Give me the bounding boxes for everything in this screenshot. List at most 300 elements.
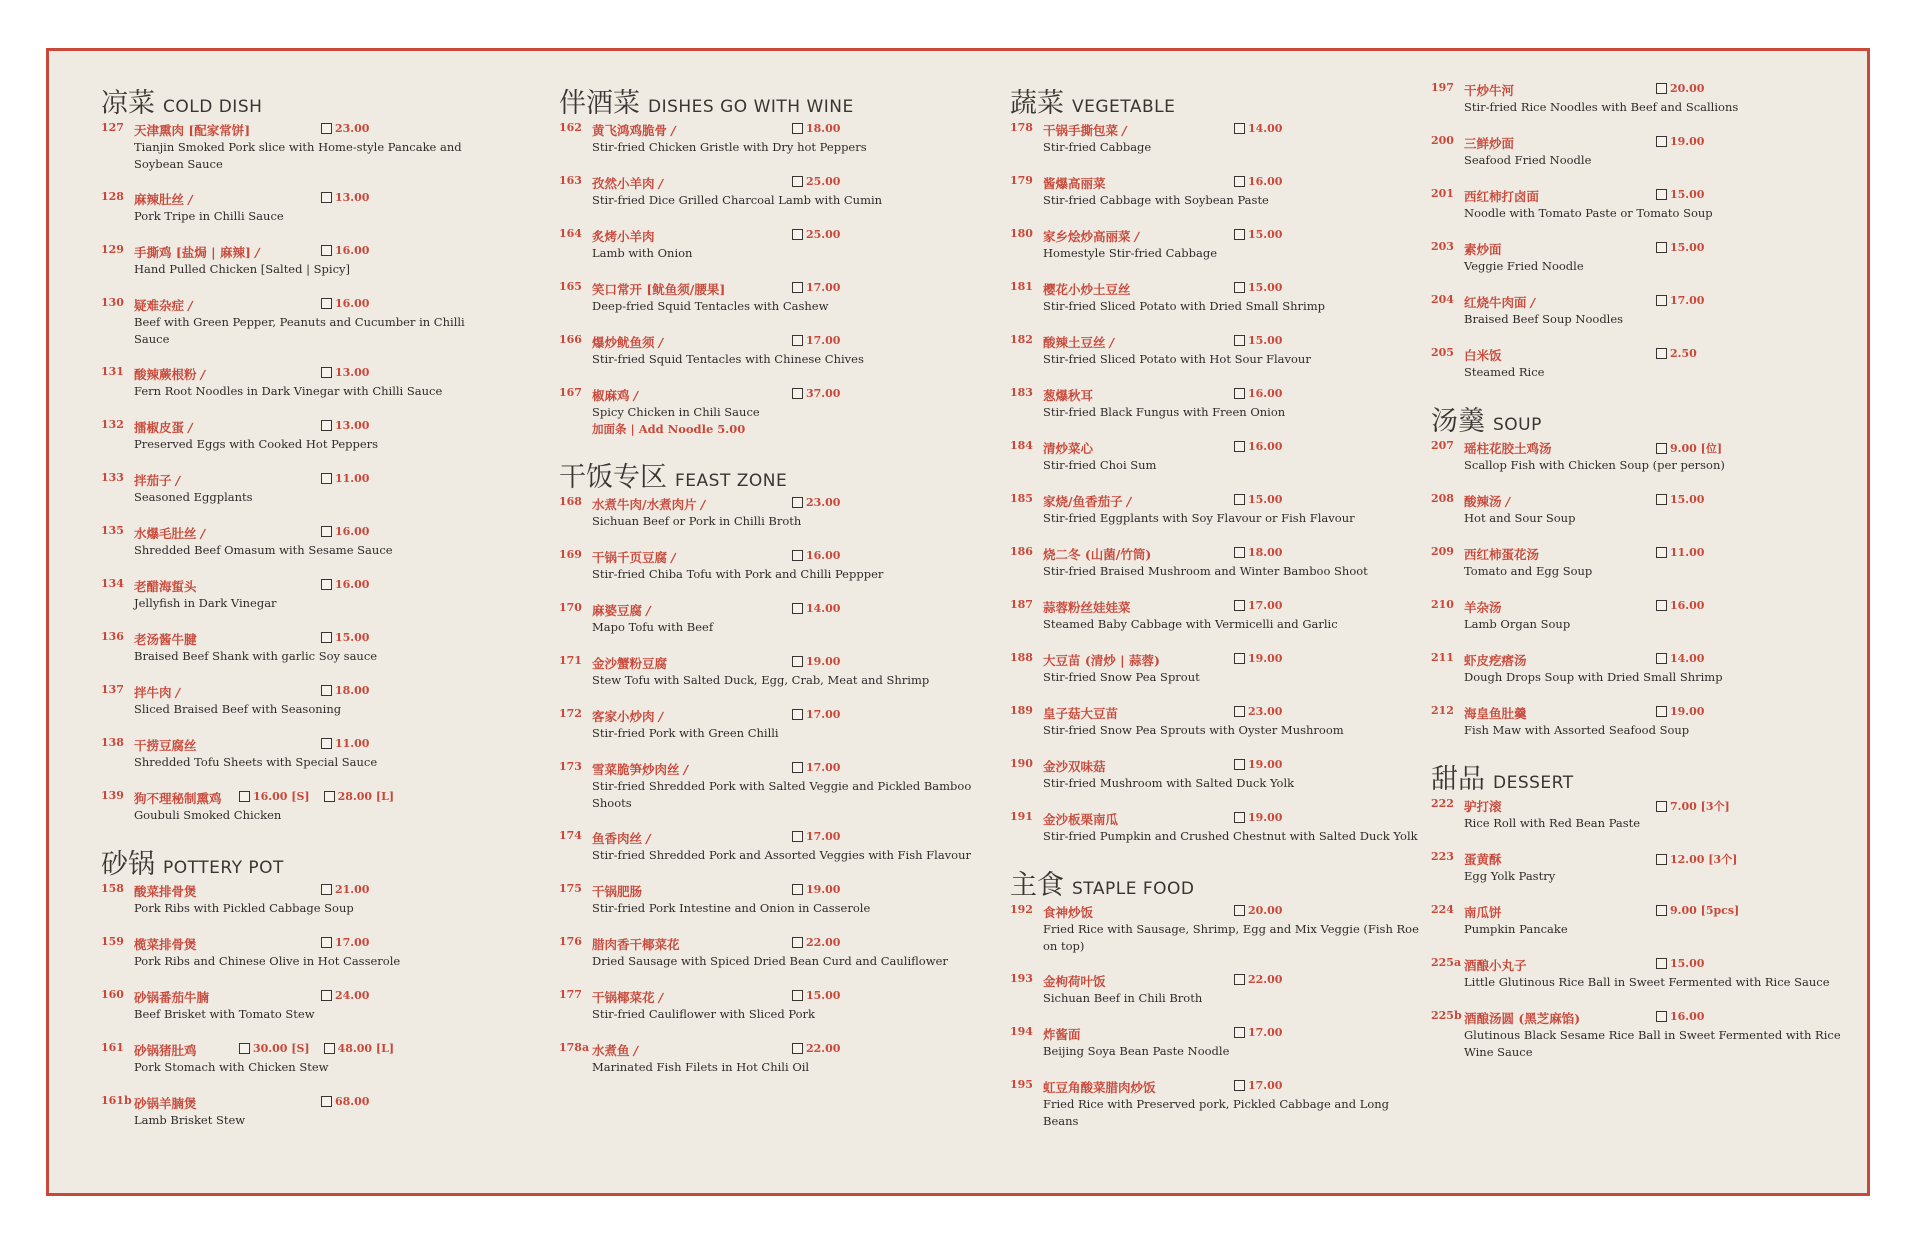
- menu-item-170[interactable]: [559, 601, 979, 637]
- item-prices: [792, 936, 840, 949]
- menu-item-224[interactable]: [1431, 903, 1851, 939]
- menu-item-174[interactable]: [559, 829, 979, 865]
- checkbox-icon[interactable]: [792, 388, 803, 399]
- price-option[interactable]: [1656, 546, 1704, 559]
- checkbox-icon[interactable]: [321, 632, 332, 643]
- item-number: 225a: [1431, 956, 1462, 969]
- checkbox-icon[interactable]: [321, 420, 332, 431]
- checkbox-icon[interactable]: [1656, 706, 1667, 717]
- item-number: 188: [1010, 651, 1033, 664]
- menu-item-195[interactable]: [1010, 1078, 1420, 1130]
- menu-item-171[interactable]: [559, 654, 979, 690]
- item-name-zh-text: 葱爆秋耳: [1043, 388, 1094, 403]
- menu-item-138[interactable]: [101, 736, 501, 772]
- menu-item-136[interactable]: [101, 630, 501, 666]
- checkbox-icon[interactable]: [324, 1043, 335, 1054]
- item-number: 166: [559, 333, 582, 346]
- item-name-zh-text: 虹豆角酸菜腊肉炒饭: [1043, 1080, 1156, 1095]
- menu-section: [1431, 399, 1851, 740]
- price-option[interactable]: [792, 883, 840, 896]
- section-header: [559, 81, 979, 117]
- menu-item-223[interactable]: [1431, 850, 1851, 886]
- checkbox-icon[interactable]: [1234, 600, 1245, 611]
- price-option[interactable]: [321, 419, 369, 432]
- checkbox-icon[interactable]: [1656, 958, 1667, 969]
- checkbox-icon[interactable]: [1234, 759, 1245, 770]
- menu-item-158[interactable]: [101, 882, 501, 918]
- checkbox-icon[interactable]: [321, 473, 332, 484]
- menu-item-183[interactable]: [1010, 386, 1420, 422]
- price-option[interactable]: [1234, 1026, 1282, 1039]
- price-option[interactable]: [792, 122, 840, 135]
- menu-item-164[interactable]: [559, 227, 979, 263]
- price-value: 16.00: [806, 549, 841, 562]
- checkbox-icon[interactable]: [321, 192, 332, 203]
- checkbox-icon[interactable]: [321, 245, 332, 256]
- checkbox-icon[interactable]: [321, 884, 332, 895]
- price-value: 11.00: [1670, 546, 1705, 559]
- price-option[interactable]: [1656, 294, 1704, 307]
- chili-icon: ∕: [671, 550, 676, 565]
- menu-column-1: [101, 81, 501, 1147]
- menu-item-166[interactable]: [559, 333, 979, 369]
- price-option[interactable]: [1234, 175, 1282, 188]
- menu-item-191[interactable]: [1010, 810, 1420, 846]
- checkbox-icon[interactable]: [1656, 653, 1667, 664]
- item-name-zh: [1043, 333, 1114, 351]
- menu-item-225b[interactable]: [1431, 1009, 1851, 1061]
- price-option[interactable]: [321, 525, 369, 538]
- menu-item-159[interactable]: [101, 935, 501, 971]
- menu-item-160[interactable]: [101, 988, 501, 1024]
- price-value: 21.00: [335, 883, 370, 896]
- menu-item-190[interactable]: [1010, 757, 1420, 793]
- menu-column-4: [1431, 81, 1851, 1078]
- checkbox-icon[interactable]: [792, 123, 803, 134]
- item-name-zh: [1464, 850, 1502, 868]
- checkbox-icon[interactable]: [1234, 229, 1245, 240]
- menu-item-133[interactable]: [101, 471, 501, 507]
- item-name-en: Braised Beef Soup Noodles: [1464, 312, 1624, 326]
- checkbox-icon[interactable]: [321, 990, 332, 1001]
- checkbox-icon[interactable]: [1234, 282, 1245, 293]
- price-option[interactable]: [792, 708, 840, 721]
- menu-item-193[interactable]: [1010, 972, 1420, 1008]
- price-option[interactable]: [1234, 599, 1282, 612]
- item-prices: [321, 737, 369, 750]
- menu-item-211[interactable]: [1431, 651, 1851, 687]
- menu-section: [559, 81, 979, 438]
- menu-item-162[interactable]: [559, 121, 979, 157]
- item-name-en: Noodle with Tomato Paste or Tomato Soup: [1464, 206, 1713, 220]
- checkbox-icon[interactable]: [792, 550, 803, 561]
- menu-item-203[interactable]: [1431, 240, 1851, 276]
- item-name-zh: [1043, 492, 1131, 510]
- menu-item-189[interactable]: [1010, 704, 1420, 740]
- item-name-zh-text: 酒酿小丸子: [1464, 958, 1527, 973]
- checkbox-icon[interactable]: [1234, 653, 1245, 664]
- price-option[interactable]: [1234, 758, 1282, 771]
- menu-section: [101, 81, 501, 825]
- menu-item-181[interactable]: [1010, 280, 1420, 316]
- checkbox-icon[interactable]: [321, 579, 332, 590]
- menu-item-188[interactable]: [1010, 651, 1420, 687]
- item-prices: [1656, 347, 1697, 360]
- checkbox-icon[interactable]: [1234, 335, 1245, 346]
- item-name-en: Marinated Fish Filets in Hot Chili Oil: [592, 1060, 810, 1074]
- price-option[interactable]: [321, 936, 369, 949]
- checkbox-icon[interactable]: [1234, 974, 1245, 985]
- item-prices: [1234, 493, 1282, 506]
- price-option[interactable]: [321, 989, 369, 1002]
- checkbox-icon[interactable]: [1234, 812, 1245, 823]
- item-name-zh: [1043, 174, 1106, 192]
- item-name-en: Tianjin Smoked Pork slice with Home-style Pancake and Soybean Sauce: [134, 140, 462, 171]
- menu-item-130[interactable]: [101, 296, 501, 348]
- checkbox-icon[interactable]: [321, 937, 332, 948]
- item-name-en: Stir-fried Shredded Pork with Salted Veggie and Pickled Bamboo Shoots: [592, 779, 972, 810]
- price-value: 14.00: [1248, 122, 1283, 135]
- price-value: 19.00: [806, 655, 841, 668]
- price-option[interactable]: [792, 602, 840, 615]
- checkbox-icon[interactable]: [1234, 494, 1245, 505]
- item-name-zh: [134, 789, 222, 807]
- item-name-zh: [134, 630, 197, 648]
- checkbox-icon[interactable]: [1656, 189, 1667, 200]
- price-option[interactable]: [1656, 1010, 1704, 1023]
- price-value: 16.00: [1248, 175, 1283, 188]
- price-option[interactable]: [1234, 228, 1282, 241]
- price-option[interactable]: [1234, 281, 1282, 294]
- price-option[interactable]: [324, 1042, 394, 1055]
- item-number: 175: [559, 882, 582, 895]
- menu-item-175[interactable]: [559, 882, 979, 918]
- price-option[interactable]: [792, 228, 840, 241]
- price-option[interactable]: [239, 790, 310, 803]
- checkbox-icon[interactable]: [321, 526, 332, 537]
- price-option[interactable]: [792, 936, 840, 949]
- menu-item-179[interactable]: [1010, 174, 1420, 210]
- menu-item-167[interactable]: [559, 386, 979, 438]
- price-option[interactable]: [321, 191, 369, 204]
- item-number: 135: [101, 524, 124, 537]
- price-value: 17.00: [806, 334, 841, 347]
- item-name-en: Stir-fried Shredded Pork and Assorted Veggies with Fish Flavour: [592, 848, 972, 862]
- menu-item-137[interactable]: [101, 683, 501, 719]
- item-number: 224: [1431, 903, 1454, 916]
- menu-item-128[interactable]: [101, 190, 501, 226]
- checkbox-icon[interactable]: [792, 990, 803, 1001]
- menu-item-163[interactable]: [559, 174, 979, 210]
- price-option[interactable]: [792, 334, 840, 347]
- checkbox-icon[interactable]: [792, 656, 803, 667]
- checkbox-icon[interactable]: [792, 603, 803, 614]
- item-name-zh-text: 椒麻鸡: [592, 388, 630, 403]
- menu-item-187[interactable]: [1010, 598, 1420, 634]
- checkbox-icon[interactable]: [792, 709, 803, 720]
- item-number: 189: [1010, 704, 1033, 717]
- checkbox-icon[interactable]: [239, 1043, 250, 1054]
- price-option[interactable]: [792, 387, 840, 400]
- item-prices: [321, 472, 369, 485]
- checkbox-icon[interactable]: [1656, 600, 1667, 611]
- menu-item-176[interactable]: [559, 935, 979, 971]
- price-option[interactable]: [1656, 599, 1704, 612]
- item-prices: [321, 578, 369, 591]
- item-name-en: Stir-fried Choi Sum: [1043, 458, 1157, 472]
- section-title-en: SOUP: [1493, 415, 1542, 435]
- menu-item-131[interactable]: [101, 365, 501, 401]
- menu-item-178a[interactable]: [559, 1041, 979, 1077]
- checkbox-icon[interactable]: [792, 762, 803, 773]
- menu-item-177[interactable]: [559, 988, 979, 1024]
- section-title-zh: 干饭专区: [559, 462, 667, 493]
- price-option[interactable]: [1656, 188, 1704, 201]
- price-option[interactable]: [1234, 973, 1282, 986]
- price-option[interactable]: [1234, 1079, 1282, 1092]
- menu-item-129[interactable]: [101, 243, 501, 279]
- price-option[interactable]: [792, 281, 840, 294]
- checkbox-icon[interactable]: [1656, 854, 1667, 865]
- item-name-zh: [1043, 280, 1131, 298]
- item-name-zh-text: 干捞豆腐丝: [134, 738, 197, 753]
- checkbox-icon[interactable]: [1656, 443, 1667, 454]
- price-option[interactable]: [239, 1042, 310, 1055]
- checkbox-icon[interactable]: [1234, 176, 1245, 187]
- menu-item-186[interactable]: [1010, 545, 1420, 581]
- item-name-zh: [592, 829, 651, 847]
- price-value: 13.00: [335, 366, 370, 379]
- price-option[interactable]: [1234, 546, 1282, 559]
- checkbox-icon[interactable]: [321, 298, 332, 309]
- price-option[interactable]: [1234, 652, 1282, 665]
- menu-item-205[interactable]: [1431, 346, 1851, 382]
- checkbox-icon[interactable]: [1234, 388, 1245, 399]
- checkbox-icon[interactable]: [1656, 348, 1667, 359]
- price-option[interactable]: [792, 175, 840, 188]
- item-name-zh-text: 金沙板栗南瓜: [1043, 812, 1119, 827]
- checkbox-icon[interactable]: [1656, 83, 1667, 94]
- menu-item-134[interactable]: [101, 577, 501, 613]
- item-name-zh: [1043, 121, 1127, 139]
- menu-item-161[interactable]: [101, 1041, 501, 1077]
- checkbox-icon[interactable]: [792, 1043, 803, 1054]
- price-option[interactable]: [1656, 904, 1739, 917]
- price-option[interactable]: [1656, 798, 1730, 814]
- menu-item-209[interactable]: [1431, 545, 1851, 581]
- menu-item-168[interactable]: [559, 495, 979, 531]
- checkbox-icon[interactable]: [1234, 547, 1245, 558]
- section-header: [559, 455, 979, 491]
- item-name-en: Stir-fried Pumpkin and Crushed Chestnut with Salted Duck Yolk: [1043, 829, 1418, 843]
- item-name-zh-text: 瑶柱花胶土鸡汤: [1464, 441, 1552, 456]
- checkbox-icon[interactable]: [1234, 441, 1245, 452]
- price-option[interactable]: [1656, 347, 1697, 360]
- checkbox-icon[interactable]: [792, 831, 803, 842]
- checkbox-icon[interactable]: [1656, 801, 1667, 812]
- menu-item-192[interactable]: [1010, 903, 1420, 955]
- price-option[interactable]: [792, 989, 840, 1002]
- checkbox-icon[interactable]: [321, 1096, 332, 1107]
- price-option[interactable]: [1234, 440, 1282, 453]
- checkbox-icon[interactable]: [321, 685, 332, 696]
- menu-item-204[interactable]: [1431, 293, 1851, 329]
- checkbox-icon[interactable]: [1656, 136, 1667, 147]
- checkbox-icon[interactable]: [792, 176, 803, 187]
- price-option[interactable]: [1656, 957, 1704, 970]
- item-name-zh: [134, 1094, 197, 1112]
- price-option[interactable]: [321, 244, 369, 257]
- checkbox-icon[interactable]: [792, 937, 803, 948]
- price-value: 7.00 [3个]: [1670, 800, 1730, 813]
- item-name-zh: [1464, 346, 1502, 364]
- checkbox-icon[interactable]: [1656, 905, 1667, 916]
- price-option[interactable]: [1656, 241, 1704, 254]
- item-prices: [792, 708, 840, 721]
- checkbox-icon[interactable]: [1234, 1027, 1245, 1038]
- price-option[interactable]: [1234, 705, 1282, 718]
- price-option[interactable]: [1656, 652, 1704, 665]
- price-option[interactable]: [1234, 904, 1282, 917]
- menu-item-210[interactable]: [1431, 598, 1851, 634]
- price-value: 15.00: [1670, 493, 1705, 506]
- menu-item-208[interactable]: [1431, 492, 1851, 528]
- price-option[interactable]: [792, 761, 840, 774]
- menu-item-161b[interactable]: [101, 1094, 501, 1130]
- menu-item-135[interactable]: [101, 524, 501, 560]
- price-option[interactable]: [792, 496, 840, 509]
- checkbox-icon[interactable]: [321, 123, 332, 134]
- checkbox-icon[interactable]: [792, 497, 803, 508]
- checkbox-icon[interactable]: [1656, 242, 1667, 253]
- price-option[interactable]: [321, 472, 369, 485]
- checkbox-icon[interactable]: [1656, 1011, 1667, 1022]
- menu-item-184[interactable]: [1010, 439, 1420, 475]
- section-header: [1431, 757, 1851, 793]
- item-name-zh: [134, 882, 197, 900]
- price-option[interactable]: [1656, 135, 1704, 148]
- checkbox-icon[interactable]: [1656, 494, 1667, 505]
- item-number: 201: [1431, 187, 1454, 200]
- price-option[interactable]: [321, 684, 369, 697]
- price-option[interactable]: [1234, 811, 1282, 824]
- menu-item-182[interactable]: [1010, 333, 1420, 369]
- price-option[interactable]: [321, 1095, 369, 1108]
- checkbox-icon[interactable]: [321, 367, 332, 378]
- item-name-zh: [592, 386, 638, 404]
- price-option[interactable]: [1656, 705, 1704, 718]
- price-option[interactable]: [792, 549, 840, 562]
- menu-item-139[interactable]: [101, 789, 501, 825]
- price-option[interactable]: [321, 297, 369, 310]
- menu-item-127[interactable]: [101, 121, 501, 173]
- price-option[interactable]: [1234, 387, 1282, 400]
- price-option[interactable]: [792, 655, 840, 668]
- price-option[interactable]: [1234, 334, 1282, 347]
- price-option[interactable]: [1656, 440, 1722, 456]
- item-prices: [1234, 228, 1282, 241]
- checkbox-icon[interactable]: [792, 335, 803, 346]
- checkbox-icon[interactable]: [1656, 547, 1667, 558]
- item-name-en: Stir-fried Squid Tentacles with Chinese Chives: [592, 352, 864, 366]
- price-value: 15.00: [1248, 493, 1283, 506]
- price-value: 13.00: [335, 419, 370, 432]
- checkbox-icon[interactable]: [1234, 1080, 1245, 1091]
- price-value: 15.00: [806, 989, 841, 1002]
- price-option[interactable]: [1234, 122, 1282, 135]
- price-option[interactable]: [321, 631, 369, 644]
- price-option[interactable]: [1656, 851, 1737, 867]
- checkbox-icon[interactable]: [792, 229, 803, 240]
- price-option[interactable]: [321, 366, 369, 379]
- item-name-en: Pork Stomach with Chicken Stew: [134, 1060, 329, 1074]
- item-name-en: Beijing Soya Bean Paste Noodle: [1043, 1044, 1230, 1058]
- menu-item-180[interactable]: [1010, 227, 1420, 263]
- price-option[interactable]: [321, 883, 369, 896]
- menu-item-173[interactable]: [559, 760, 979, 812]
- menu-item-201[interactable]: [1431, 187, 1851, 223]
- section-items: [1010, 903, 1420, 1130]
- menu-item-207[interactable]: [1431, 439, 1851, 475]
- checkbox-icon[interactable]: [792, 282, 803, 293]
- menu-item-165[interactable]: [559, 280, 979, 316]
- item-name-zh-text: 家乡烩炒高丽菜: [1043, 229, 1131, 244]
- checkbox-icon[interactable]: [1234, 706, 1245, 717]
- menu-item-200[interactable]: [1431, 134, 1851, 170]
- menu-item-172[interactable]: [559, 707, 979, 743]
- price-value: 28.00 [L]: [337, 790, 395, 803]
- price-option[interactable]: [321, 122, 369, 135]
- price-option[interactable]: [792, 830, 840, 843]
- checkbox-icon[interactable]: [239, 791, 250, 802]
- section-title-zh: 汤羹: [1431, 406, 1485, 437]
- checkbox-icon[interactable]: [1234, 905, 1245, 916]
- item-number: 203: [1431, 240, 1454, 253]
- item-name-en: Deep-fried Squid Tentacles with Cashew: [592, 299, 829, 313]
- chili-icon: ∕: [175, 685, 181, 700]
- price-value: 14.00: [1670, 652, 1705, 665]
- item-name-en: Dried Sausage with Spiced Dried Bean Curd and Cauliflower: [592, 954, 948, 968]
- price-option[interactable]: [1234, 493, 1282, 506]
- checkbox-icon[interactable]: [321, 738, 332, 749]
- price-option[interactable]: [1656, 493, 1704, 506]
- menu-item-222[interactable]: [1431, 797, 1851, 833]
- menu-item-169[interactable]: [559, 548, 979, 584]
- price-option[interactable]: [324, 790, 394, 803]
- section-title-zh: 伴酒菜: [559, 88, 640, 119]
- price-option[interactable]: [321, 737, 369, 750]
- item-prices: [1234, 811, 1282, 824]
- menu-item-194[interactable]: [1010, 1025, 1420, 1061]
- menu-item-197[interactable]: [1431, 81, 1851, 117]
- menu-item-225a[interactable]: [1431, 956, 1851, 992]
- item-name-zh-text: 蒜蓉粉丝娃娃菜: [1043, 600, 1131, 615]
- price-option[interactable]: [792, 1042, 840, 1055]
- price-option[interactable]: [1656, 82, 1704, 95]
- checkbox-icon[interactable]: [324, 791, 335, 802]
- checkbox-icon[interactable]: [792, 884, 803, 895]
- checkbox-icon[interactable]: [1656, 295, 1667, 306]
- menu-item-185[interactable]: [1010, 492, 1420, 528]
- menu-item-132[interactable]: [101, 418, 501, 454]
- menu-item-178[interactable]: [1010, 121, 1420, 157]
- item-prices: [1656, 957, 1704, 970]
- item-name-en: Braised Beef Shank with garlic Soy sauce: [134, 649, 378, 663]
- item-prices: [1234, 758, 1282, 771]
- checkbox-icon[interactable]: [1234, 123, 1245, 134]
- price-option[interactable]: [321, 578, 369, 591]
- menu-item-212[interactable]: [1431, 704, 1851, 740]
